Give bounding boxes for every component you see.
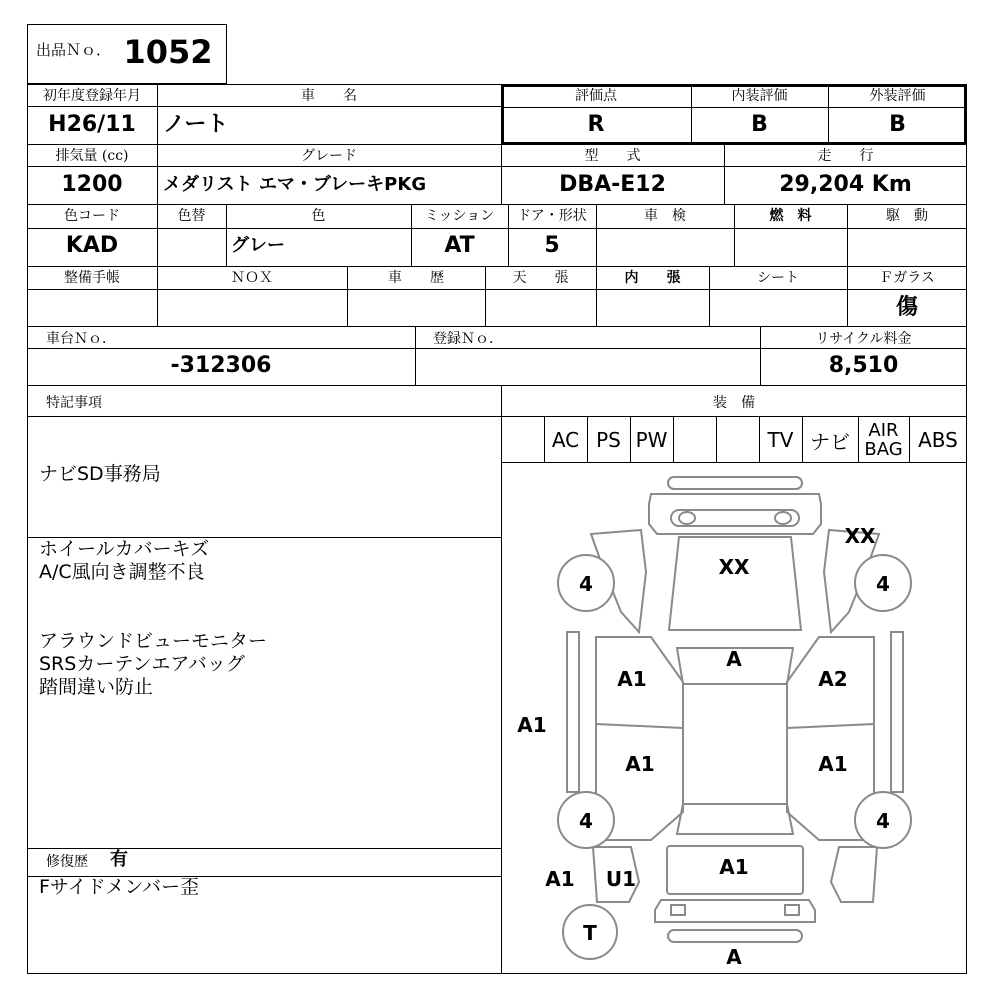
color-value: グレー (231, 235, 285, 256)
score-value: R (587, 112, 605, 137)
equipment-ac: AC (551, 428, 580, 452)
interior-label: 内装評価 (731, 88, 788, 104)
model-label: 型 式 (584, 148, 641, 164)
lot-label: 出品Ｎｏ． (36, 41, 112, 59)
maintenance-label: 整備手帳 (64, 270, 120, 286)
color-label: 色 (311, 208, 326, 224)
fglass-value: 傷 (895, 294, 918, 320)
rear-door-right-mark: A1 (818, 752, 848, 776)
doors-label: ドア・形状 (517, 208, 587, 224)
front-door-left-mark: A1 (617, 667, 647, 691)
reg-year-label: 初年度登録年月 (43, 88, 141, 104)
lot-number: 1052 (123, 33, 213, 71)
color-code-value: KAD (65, 233, 119, 258)
rear-left-outer-mark: A1 (545, 867, 575, 891)
rear-door-left-mark: A1 (625, 752, 655, 776)
remarks-block-3: アラウンドビューモニター SRSカーテンエアバッグ 踏間違い防止 (39, 630, 268, 698)
equipment-airbag: AIR BAG (864, 420, 903, 460)
car-name-label: 車 名 (301, 88, 357, 104)
interior-value: B (751, 112, 768, 137)
chassis-value: -312306 (170, 353, 272, 378)
rear-left-inner-mark: U1 (605, 867, 637, 891)
rear-bumper-mark: A (726, 945, 742, 969)
trunk-mark: A1 (719, 855, 749, 879)
seat-label: シート (757, 270, 799, 286)
car-name-value: ノート (163, 112, 229, 137)
tire-front-right-mark: 4 (876, 572, 890, 596)
equipment-cell-blank-1 (501, 418, 544, 462)
equipment-ps: PS (596, 428, 621, 452)
remarks-block-2: ホイールカバーキズ A/C風向き調整不良 (39, 538, 210, 583)
repair-detail: Fサイドメンバー歪 (39, 876, 200, 898)
mission-value: AT (444, 233, 475, 258)
registration-label: 登録Ｎｏ． (433, 331, 503, 347)
equipment-tv: TV (767, 428, 794, 452)
tire-front-left-mark: 4 (579, 572, 593, 596)
windshield-mark: A (726, 647, 742, 671)
left-side-mark: A1 (517, 713, 547, 737)
equipment-pw: PW (635, 428, 668, 452)
hood-mark: XX (718, 555, 750, 579)
doors-value: 5 (544, 233, 560, 258)
drive-label: 駆 動 (886, 208, 928, 224)
reg-year-value: H26/11 (48, 112, 136, 137)
nox-label: ＮＯＸ (231, 270, 273, 286)
repair-value: 有 (110, 849, 128, 870)
front-door-right-mark: A2 (818, 667, 848, 691)
equipment-navi: ナビ (810, 429, 850, 454)
fglass-label: Ｆガラス (879, 270, 935, 286)
model-value: DBA-E12 (559, 172, 666, 197)
grade-value: メダリスト エマ・ブレーキPKG (163, 174, 427, 195)
ceiling-label: 天 張 (512, 270, 569, 286)
color-code-label: 色コード (64, 208, 120, 224)
exterior-label: 外装評価 (869, 88, 926, 104)
repair-label: 修復歴 (46, 854, 88, 870)
remarks-block-1: ナビSD事務局 (39, 463, 161, 485)
history-label: 車 歴 (388, 270, 444, 286)
equipment-abs: ABS (918, 428, 958, 452)
grade-label: グレード (301, 148, 357, 164)
spare-tire-mark: T (583, 921, 597, 945)
equipment-cell-blank-2 (673, 418, 716, 462)
fuel-label: 燃 料 (769, 208, 812, 224)
hood-right-mark: XX (844, 524, 876, 548)
recycle-label: リサイクル料金 (815, 331, 912, 347)
color-change-label: 色替 (177, 208, 206, 224)
mission-label: ミッション (424, 208, 495, 224)
displacement-label: 排気量 (cc) (55, 148, 129, 164)
recycle-value: 8,510 (828, 353, 899, 378)
displacement-value: 1200 (61, 172, 123, 197)
remarks-label: 特記事項 (46, 395, 102, 411)
mileage-value: 29,204 Km (779, 172, 912, 197)
score-label: 評価点 (575, 88, 617, 104)
equipment-label: 装 備 (713, 395, 755, 411)
inspection-label: 車 検 (644, 208, 686, 224)
car-diagram (501, 462, 967, 974)
exterior-value: B (889, 112, 906, 137)
mileage-label: 走 行 (817, 148, 874, 164)
interior-trim-label: 内 張 (624, 270, 681, 286)
chassis-label: 車台Ｎｏ． (46, 331, 116, 347)
tire-rear-left-mark: 4 (579, 809, 593, 833)
tire-rear-right-mark: 4 (876, 809, 890, 833)
equipment-cell-blank-3 (716, 418, 759, 462)
